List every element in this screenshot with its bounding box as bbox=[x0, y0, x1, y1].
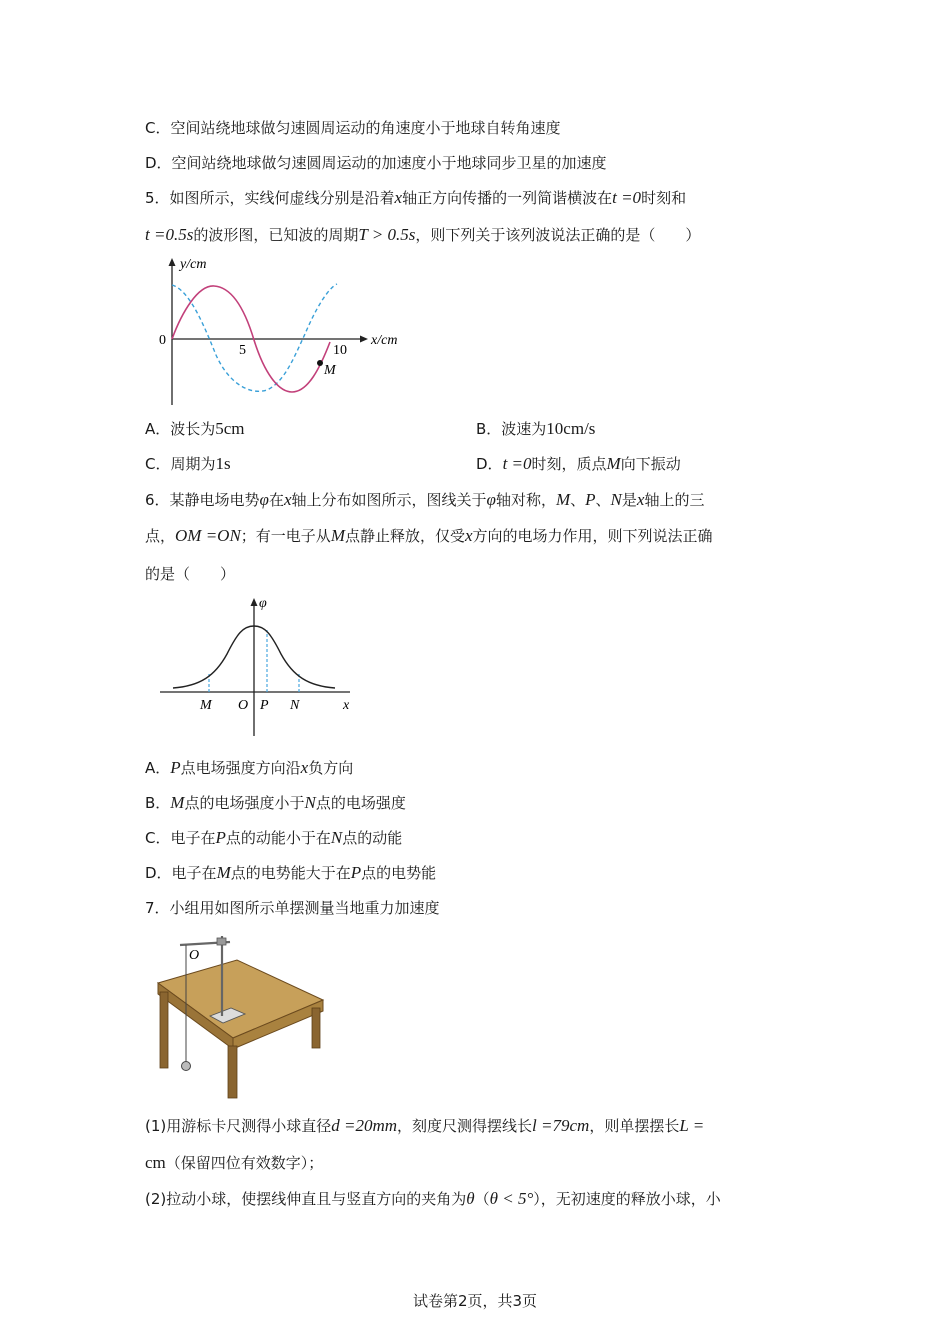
math-p: P bbox=[215, 828, 226, 847]
pendulum-bob bbox=[182, 1062, 191, 1071]
text: ，刻度尺测得摆线长 bbox=[397, 1117, 533, 1135]
table-top bbox=[158, 960, 323, 1038]
pivot-o-label: O bbox=[189, 948, 200, 963]
q5-option-a bbox=[145, 418, 245, 440]
q6-option-c bbox=[145, 827, 402, 849]
text: 、 bbox=[595, 491, 611, 509]
wave-graph bbox=[150, 250, 420, 410]
graph-o-label: O bbox=[238, 698, 249, 713]
math-t0: t =0 bbox=[502, 454, 532, 473]
text: （ bbox=[474, 1190, 490, 1208]
math-m: M bbox=[170, 793, 185, 812]
graph-p-label: P bbox=[260, 698, 269, 713]
math-theta-limit: θ < 5° bbox=[489, 1189, 534, 1208]
text: 轴上分布如图所示，图线关于 bbox=[291, 491, 487, 509]
text: ，则下列关于该列波说法正确的是（ ） bbox=[415, 226, 701, 244]
text: 轴上的三 bbox=[644, 491, 705, 509]
text: A．波长为 bbox=[145, 420, 216, 438]
math-t05: t =0.5s bbox=[145, 225, 194, 244]
potential-graph bbox=[155, 590, 365, 740]
q4-option-c: C．空间站绕地球做匀速圆周运动的角速度小于地球自转角速度 bbox=[145, 119, 561, 137]
graph-tick-10: 10 bbox=[333, 343, 347, 358]
math-value: 1s bbox=[215, 454, 231, 473]
text: 点电场强度方向沿 bbox=[180, 759, 301, 777]
math-n: N bbox=[304, 793, 316, 812]
math-n: N bbox=[330, 828, 343, 847]
pendulum-illustration bbox=[155, 928, 330, 1103]
math-p: P bbox=[350, 863, 362, 882]
stand-clamp bbox=[217, 938, 226, 945]
q5-stem-line1 bbox=[145, 187, 686, 209]
text: 6．某静电场电势 bbox=[145, 491, 260, 509]
text: 点静止释放，仅受 bbox=[344, 527, 465, 545]
q5-stem-line2 bbox=[145, 224, 700, 246]
math-p: P bbox=[170, 758, 181, 777]
text: 5．如图所示，实线何虚线分别是沿着 bbox=[145, 189, 395, 207]
q6-stem-line3: 的是（ ） bbox=[145, 565, 236, 583]
table-leg-left bbox=[160, 992, 168, 1068]
text: 点的动能小于在 bbox=[225, 829, 331, 847]
q5-option-d bbox=[476, 453, 681, 475]
math-phi: φ bbox=[259, 490, 269, 509]
graph-n-label: N bbox=[290, 698, 300, 713]
math-x: x bbox=[636, 490, 645, 509]
text: 是 bbox=[621, 491, 637, 509]
y-axis-arrow bbox=[169, 258, 176, 266]
math-m: M bbox=[216, 863, 231, 882]
point-m bbox=[317, 360, 323, 366]
math-om-on: OM =ON bbox=[175, 526, 241, 545]
text: D．电子在 bbox=[145, 864, 217, 882]
text: （保留四位有效数字）； bbox=[165, 1154, 324, 1172]
text: 点的电势能 bbox=[361, 864, 437, 882]
q5-option-c bbox=[145, 453, 231, 475]
text: 的波形图，已知波的周期 bbox=[193, 226, 359, 244]
text: D． bbox=[476, 455, 503, 473]
math-diameter: d =20mm bbox=[331, 1116, 398, 1135]
q6-option-a bbox=[145, 757, 353, 779]
graph-origin: 0 bbox=[159, 333, 166, 348]
q7-title: 7．小组用如图所示单摆测量当地重力加速度 bbox=[145, 899, 440, 917]
q6-stem-line2 bbox=[145, 525, 713, 547]
math-m: M bbox=[330, 526, 345, 545]
text: C．周期为 bbox=[145, 455, 216, 473]
text: 轴对称， bbox=[495, 491, 556, 509]
math-x: x bbox=[394, 188, 403, 207]
graph-m-label: M bbox=[200, 698, 212, 713]
math-length: l =79cm bbox=[532, 1116, 590, 1135]
text: 点的电势能大于在 bbox=[230, 864, 351, 882]
text: 、 bbox=[570, 491, 586, 509]
text: 点， bbox=[145, 527, 176, 545]
text: (1)用游标卡尺测得小球直径 bbox=[145, 1117, 332, 1135]
math-x: x bbox=[283, 490, 292, 509]
unit-cm: cm bbox=[145, 1153, 166, 1172]
graph-point-m-label: M bbox=[324, 363, 336, 378]
math-m: M bbox=[555, 490, 571, 509]
graph-x-label: x bbox=[343, 698, 350, 713]
text: 方向的电场力作用，则下列说法正确 bbox=[472, 527, 713, 545]
math-value: 10cm/s bbox=[546, 419, 596, 438]
math-x: x bbox=[465, 526, 473, 545]
dashed-wave bbox=[172, 284, 337, 391]
graph-xlabel: x/cm bbox=[371, 333, 398, 348]
q7-part1-line2 bbox=[145, 1152, 323, 1174]
math-n: N bbox=[610, 490, 622, 509]
page-footer: 试卷第2页，共3页 bbox=[412, 1292, 538, 1310]
math-value: 5cm bbox=[215, 419, 245, 438]
text: 时刻，质点 bbox=[531, 455, 607, 473]
math-t0: t =0 bbox=[612, 188, 642, 207]
q6-option-b bbox=[145, 792, 406, 814]
text: ；有一电子从 bbox=[240, 527, 331, 545]
graph-ylabel: y/cm bbox=[180, 257, 207, 272]
text: 在 bbox=[268, 491, 284, 509]
text: 负方向 bbox=[308, 759, 354, 777]
x-axis-arrow bbox=[360, 336, 368, 343]
q7-part2-line1 bbox=[145, 1188, 721, 1210]
text: 点的电场强度 bbox=[315, 794, 406, 812]
math-p: P bbox=[585, 490, 596, 509]
text: C．电子在 bbox=[145, 829, 216, 847]
text: ，则单摆摆长 bbox=[589, 1117, 680, 1135]
math-m: M bbox=[606, 454, 621, 473]
text: 点的动能 bbox=[342, 829, 403, 847]
q4-option-d: D．空间站绕地球做匀速圆周运动的加速度小于地球同步卫星的加速度 bbox=[145, 154, 607, 172]
table-leg-right bbox=[312, 1008, 320, 1048]
q6-stem-line1 bbox=[145, 489, 704, 511]
math-pendulum-length: L = bbox=[679, 1116, 705, 1135]
text: ），无初速度的释放小球，小 bbox=[533, 1190, 721, 1208]
text: A． bbox=[145, 759, 171, 777]
table-leg-front bbox=[228, 1046, 237, 1098]
text: B．波速为 bbox=[476, 420, 547, 438]
math-phi: φ bbox=[486, 490, 496, 509]
text: 轴正方向传播的一列简谐横波在 bbox=[402, 189, 613, 207]
graph-phi-label: φ bbox=[259, 596, 267, 611]
q6-option-d bbox=[145, 862, 436, 884]
math-x: x bbox=[300, 758, 309, 777]
text: 点的电场强度小于 bbox=[184, 794, 305, 812]
q5-option-b bbox=[476, 418, 595, 440]
text: 时刻和 bbox=[641, 189, 687, 207]
q7-part1-line1 bbox=[145, 1115, 704, 1137]
math-period: T > 0.5s bbox=[358, 225, 416, 244]
graph-tick-5: 5 bbox=[239, 343, 246, 358]
text: B． bbox=[145, 794, 171, 812]
phi-axis-arrow bbox=[251, 598, 258, 606]
text: (2)拉动小球，使摆线伸直且与竖直方向的夹角为 bbox=[145, 1190, 467, 1208]
text: 向下振动 bbox=[620, 455, 681, 473]
math-theta: θ bbox=[466, 1189, 475, 1208]
